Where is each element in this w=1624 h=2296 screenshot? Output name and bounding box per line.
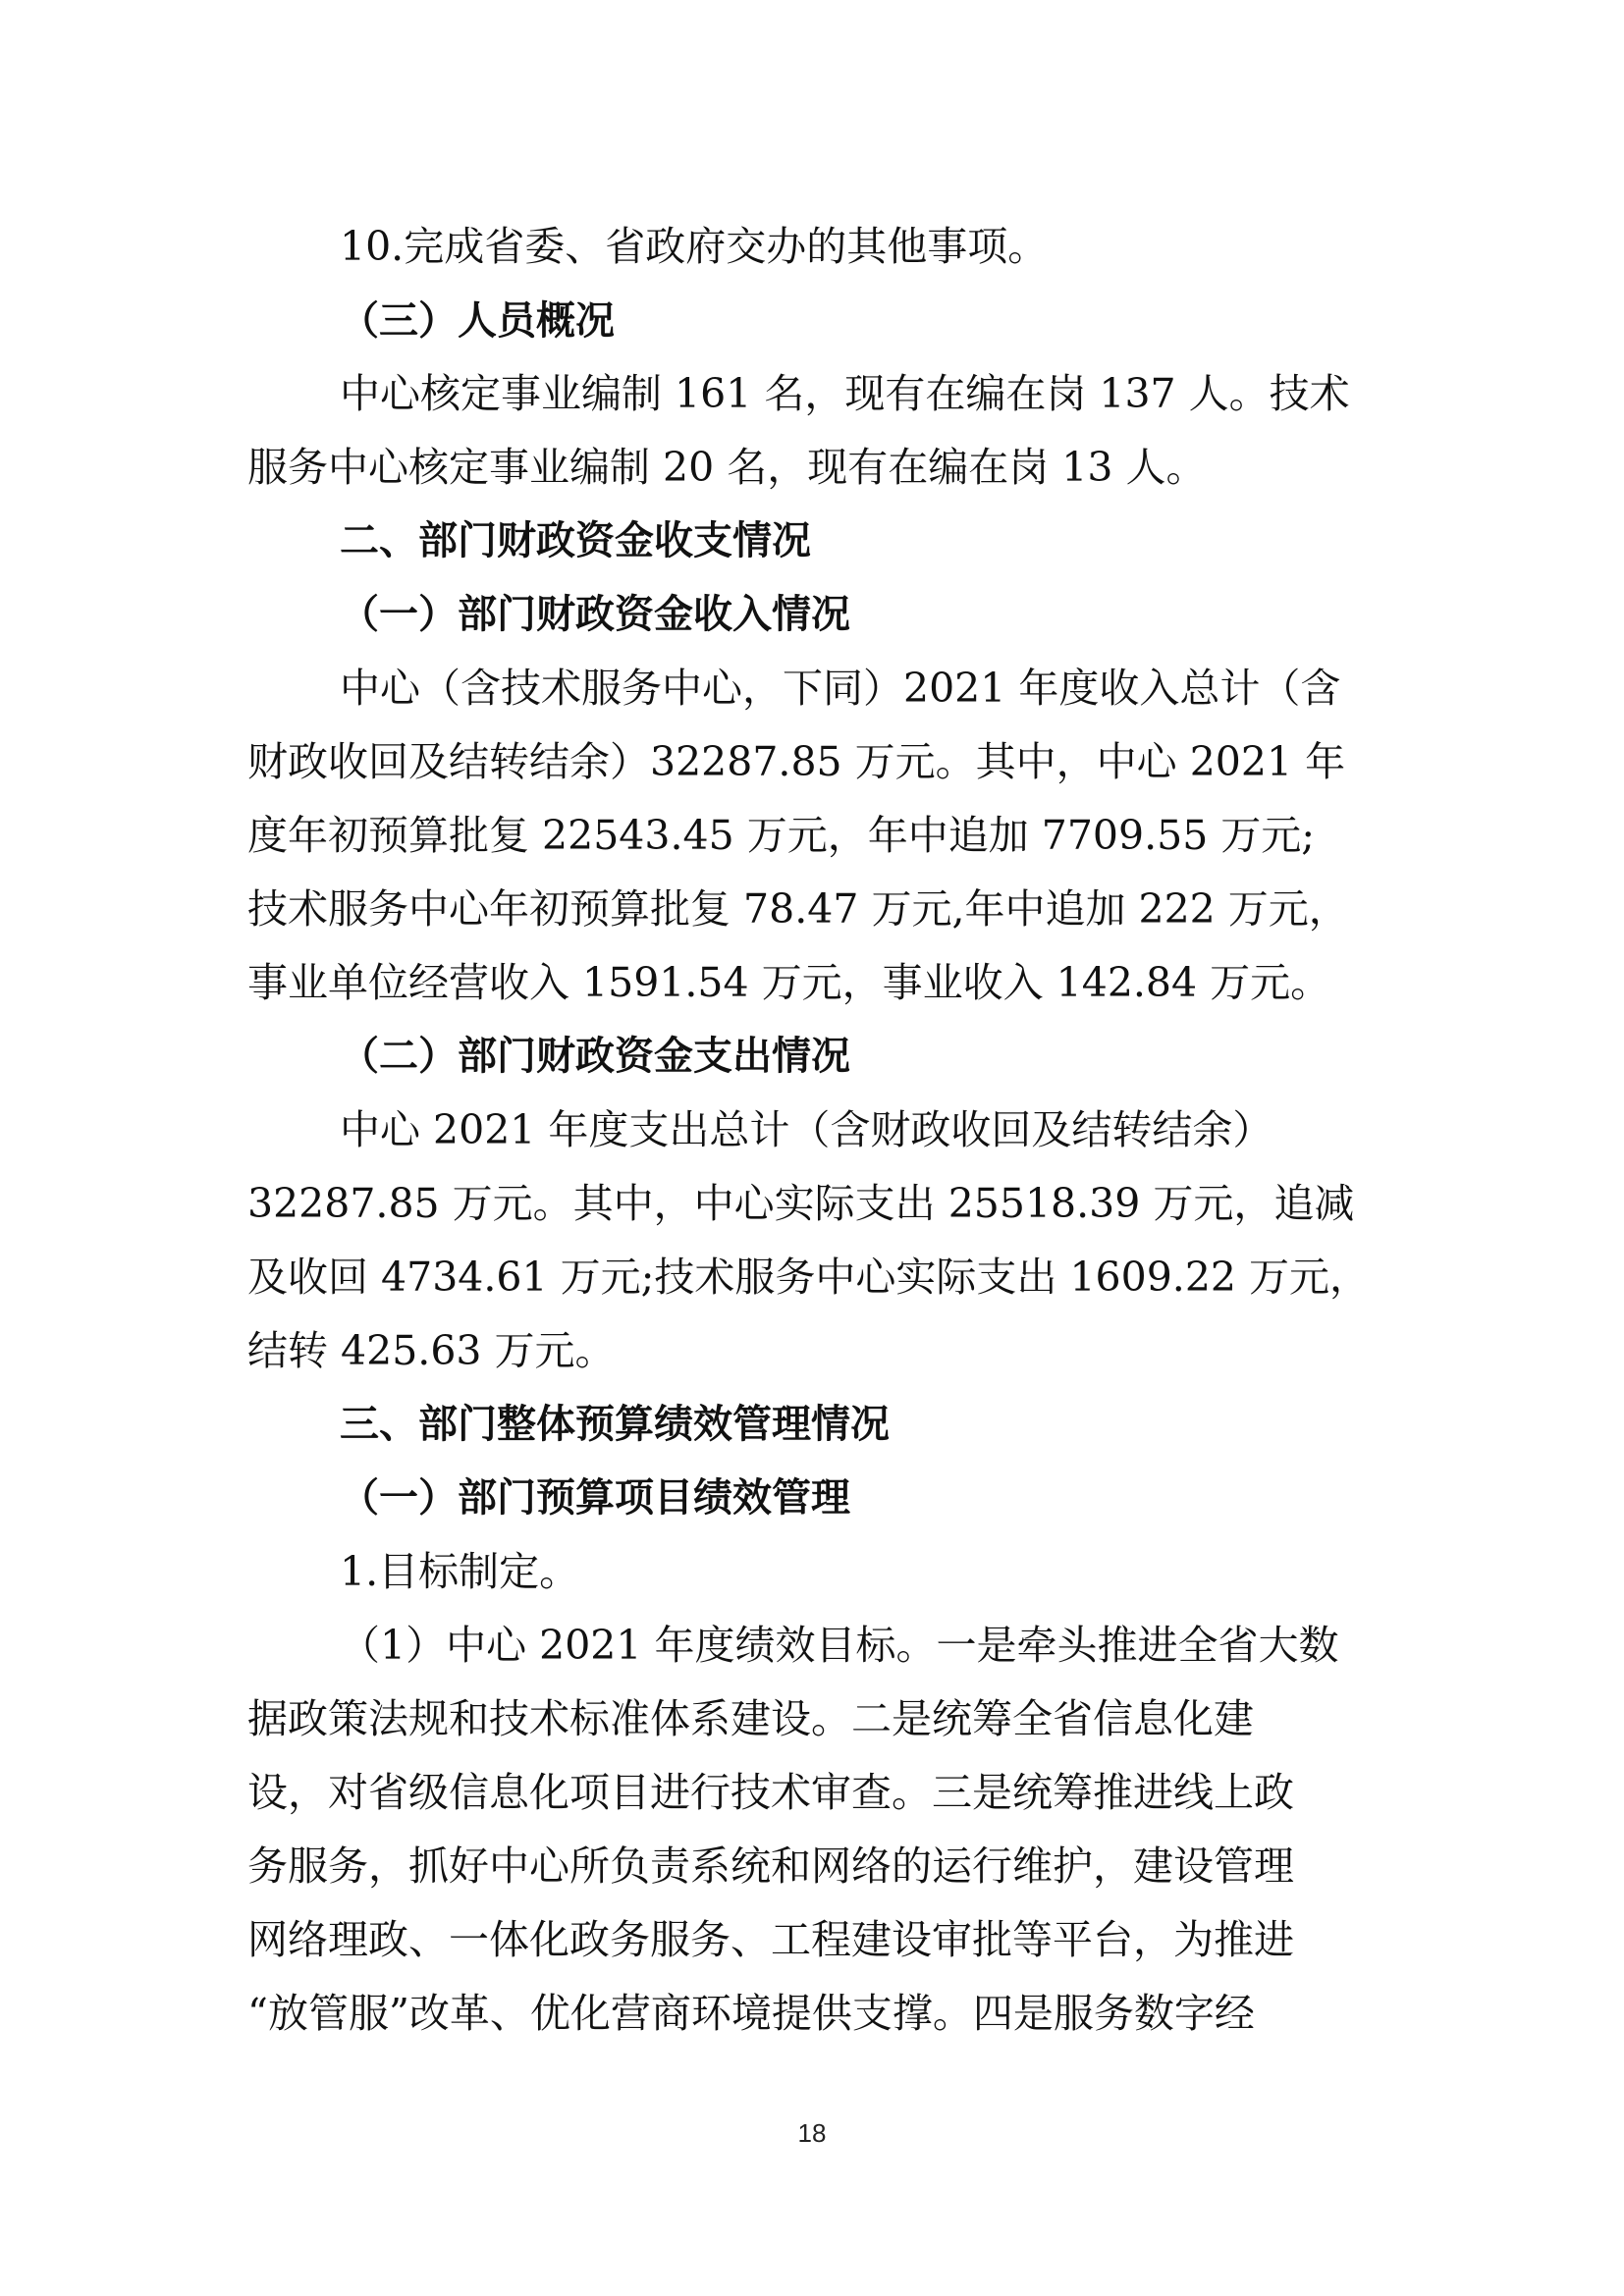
- page-number: 18: [797, 2118, 827, 2148]
- chapter-heading: 二、部门财政资金收支情况: [340, 518, 811, 563]
- paragraph-line: 度年初预算批复 22543.45 万元，年中追加 7709.55 万元;: [247, 812, 1316, 859]
- paragraph-line: 技术服务中心年初预算批复 78.47 万元,年中追加 222 万元，: [247, 885, 1349, 933]
- paragraph-line: 务服务，抓好中心所负责系统和网络的运行维护，建设管理: [247, 1842, 1294, 1890]
- paragraph-line: 中心核定事业编制 161 名，现有在编在岗 137 人。技术: [340, 370, 1350, 417]
- paragraph-line: （1）中心 2021 年度绩效目标。一是牵头推进全省大数: [340, 1622, 1339, 1669]
- paragraph-line: 10.完成省委、省政府交办的其他事项。: [340, 223, 1049, 270]
- paragraph-line: 中心（含技术服务中心，下同）2021 年度收入总计（含: [340, 665, 1341, 712]
- paragraph-line: 32287.85 万元。其中，中心实际支出 25518.39 万元，追减: [247, 1180, 1355, 1227]
- paragraph-line: 服务中心核定事业编制 20 名，现有在编在岗 13 人。: [247, 444, 1207, 491]
- chapter-heading: 三、部门整体预算绩效管理情况: [340, 1402, 890, 1447]
- paragraph-line: 及收回 4734.61 万元;技术服务中心实际支出 1609.22 万元，: [247, 1254, 1371, 1301]
- paragraph-line: “放管服”改革、优化营商环境提供支撑。四是服务数字经: [247, 1990, 1255, 2037]
- paragraph-line: 中心 2021 年度支出总计（含财政收回及结转结余）: [340, 1106, 1273, 1153]
- section-heading: （二）部门财政资金支出情况: [340, 1034, 850, 1079]
- paragraph-line: 据政策法规和技术标准体系建设。二是统筹全省信息化建: [247, 1695, 1254, 1742]
- paragraph-line: 设，对省级信息化项目进行技术审查。三是统筹推进线上政: [247, 1769, 1294, 1816]
- paragraph-line: 财政收回及结转结余）32287.85 万元。其中，中心 2021 年: [247, 738, 1346, 785]
- paragraph-line: 网络理政、一体化政务服务、工程建设审批等平台，为推进: [247, 1916, 1294, 1963]
- paragraph-line: 事业单位经营收入 1591.54 万元，事业收入 142.84 万元。: [247, 959, 1331, 1006]
- section-heading: （三）人员概况: [340, 298, 615, 344]
- section-heading: （一）部门财政资金收入情况: [340, 592, 850, 637]
- paragraph-line: 结转 425.63 万元。: [247, 1327, 616, 1374]
- section-heading: （一）部门预算项目绩效管理: [340, 1475, 850, 1521]
- paragraph-line: 1.目标制定。: [340, 1548, 580, 1595]
